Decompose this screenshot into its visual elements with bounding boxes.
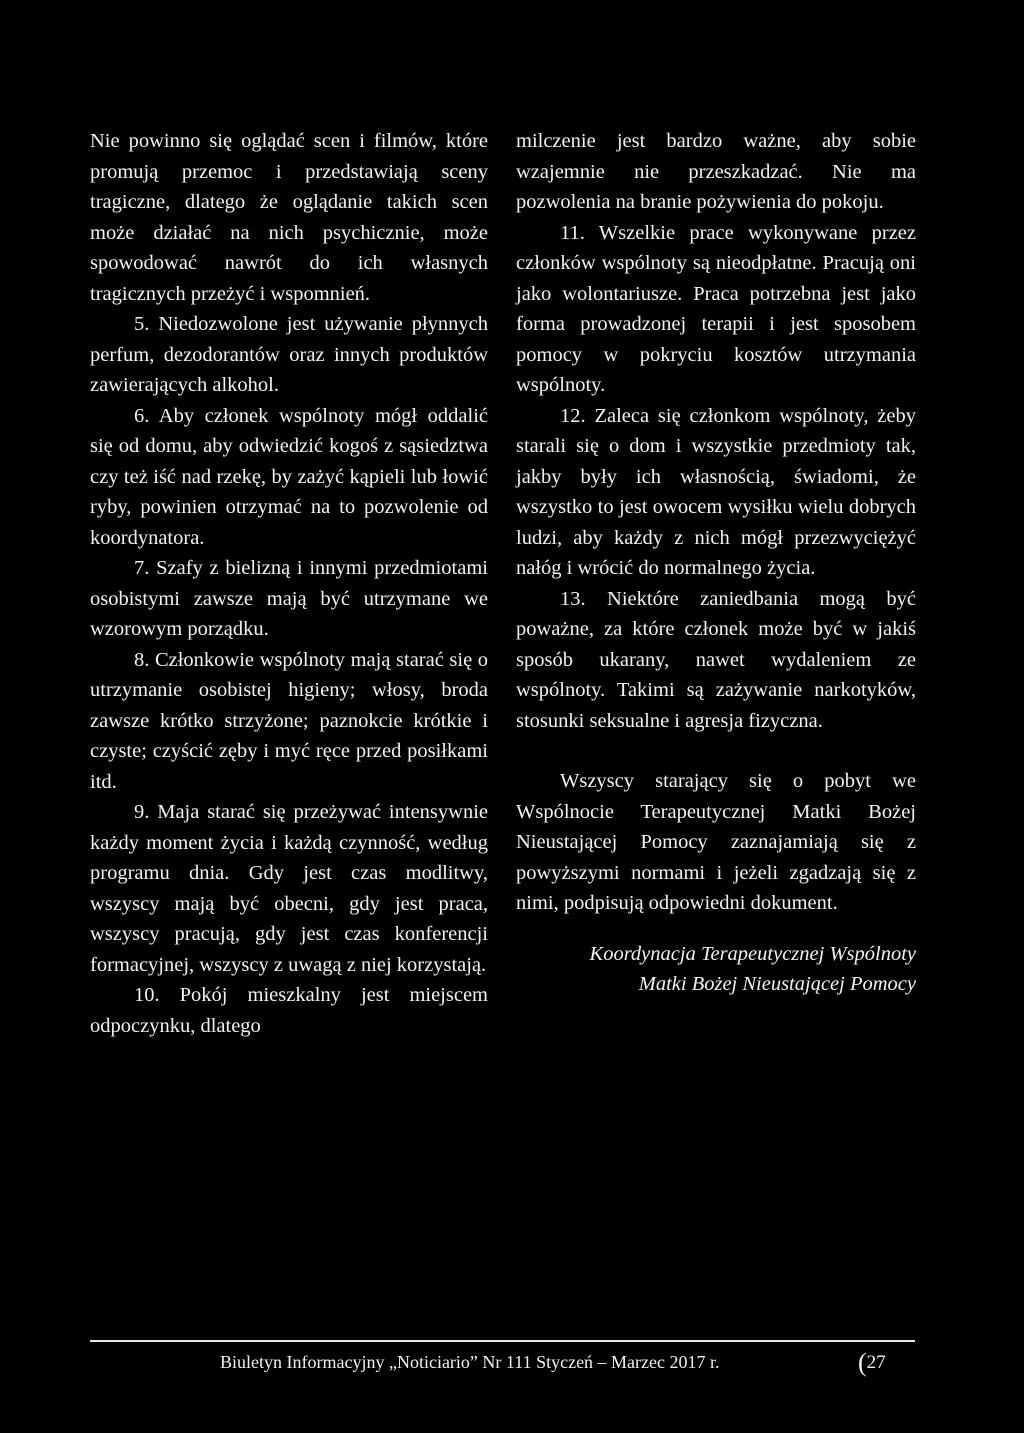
rule-6: 6. Aby członek wspólnoty mógł oddalić się od domu, aby odwiedzić kogoś z sąsiedztwa czy też iść nad rzekę, by zażyć kąpieli lub łowić ryby, powinien otrzymać na to pozwolenie od koordynatora. xyxy=(90,404,488,549)
left-column xyxy=(90,126,488,1041)
rule-9: 9. Maja starać się przeżywać intensywnie każdy moment życia i każdą czynność, według programu dnia. Gdy jest czas modlitwy, wszyscy mają być obecni, gdy jest praca, wszyscy pracują, gdy jest czas konferencji formacyjnej, wszyscy z uwagą z niej korzystają. xyxy=(90,801,488,976)
right-column xyxy=(516,126,916,1000)
rule-5: 5. Niedozwolone jest używanie płynnych perfum, dezodorantów oraz innych produktów zawierających alkohol. xyxy=(90,313,488,396)
rule-13: 13. Niektóre zaniedbania mogą być poważne, za które członek może być w jakiś sposób ukarany, nawet wydaleniem ze wspólnoty. Takimi są zażywanie narkotyków, stosunki seksualne i agresja fizyczna. xyxy=(516,587,916,732)
footer-text: Biuletyn Informacyjny „Noticiario” Nr 111 Styczeń – Marzec 2017 r. xyxy=(220,1352,720,1372)
rule-8: 8. Członkowie wspólnoty mają starać się o utrzymanie osobistej higieny; włosy, broda zawsze krótko strzyżone; paznokcie krótkie i czyste; czyścić zęby i myć ręce przed posiłkami itd. xyxy=(90,648,488,793)
closing-paragraph: Wszyscy starający się o pobyt we Wspólnocie Terapeutycznej Matki Bożej Nieustającej Pomocy zaznajamiają się z powyższymi normami i jeżeli zgadzają się z nimi, podpisują odpowiedni dokument. xyxy=(516,770,916,914)
rule-12: 12. Zaleca się członkom wspólnoty, żeby starali się o dom i wszystkie przedmioty tak, jakby były ich własnością, świadomi, że wszystko to jest owocem wysiłku wielu dobrych ludzi, aby każdy z nich mógł przezwyciężyć nałóg i wrócić do normalnego życia. xyxy=(516,404,916,579)
rule-10: 10. Pokój mieszkalny jest miejscem odpoczynku, dlatego xyxy=(90,984,488,1037)
footer-divider xyxy=(90,1340,915,1342)
signature-line-2: Matki Bożej Nieustającej Pomocy xyxy=(638,973,916,995)
rule-7: 7. Szafy z bielizną i innymi przedmiotami osobistymi zawsze mają być utrzymane we wzorowym porządku. xyxy=(90,557,488,640)
page-number-brace: ( xyxy=(858,1348,867,1377)
page-number-value: 27 xyxy=(866,1352,886,1373)
rule-10-continued: milczenie jest bardzo ważne, aby sobie wzajemnie nie przeszkadzać. Nie ma pozwolenia na branie pożywienia do pokoju. xyxy=(516,130,916,213)
signature-line-1: Koordynacja Terapeutycznej Wspólnoty xyxy=(589,942,916,965)
paragraph-intro: Nie powinno się oglądać scen i filmów, które promują przemoc i przedstawiają sceny tragiczne, dlatego że oglądanie takich scen może działać na nich psychicznie, może spowodować nawrót do ich własnych tragicznych przeżyć i wspomnień. xyxy=(90,130,488,305)
rule-11: 11. Wszelkie prace wykonywane przez członków wspólnoty są nieodpłatne. Pracują oni jako wolontariusze. Praca potrzebna jest jako forma prowadzonej terapii i jest sposobem pomocy w pokryciu kosztów utrzymania wspólnoty. xyxy=(516,221,916,396)
page-number xyxy=(858,1348,886,1378)
